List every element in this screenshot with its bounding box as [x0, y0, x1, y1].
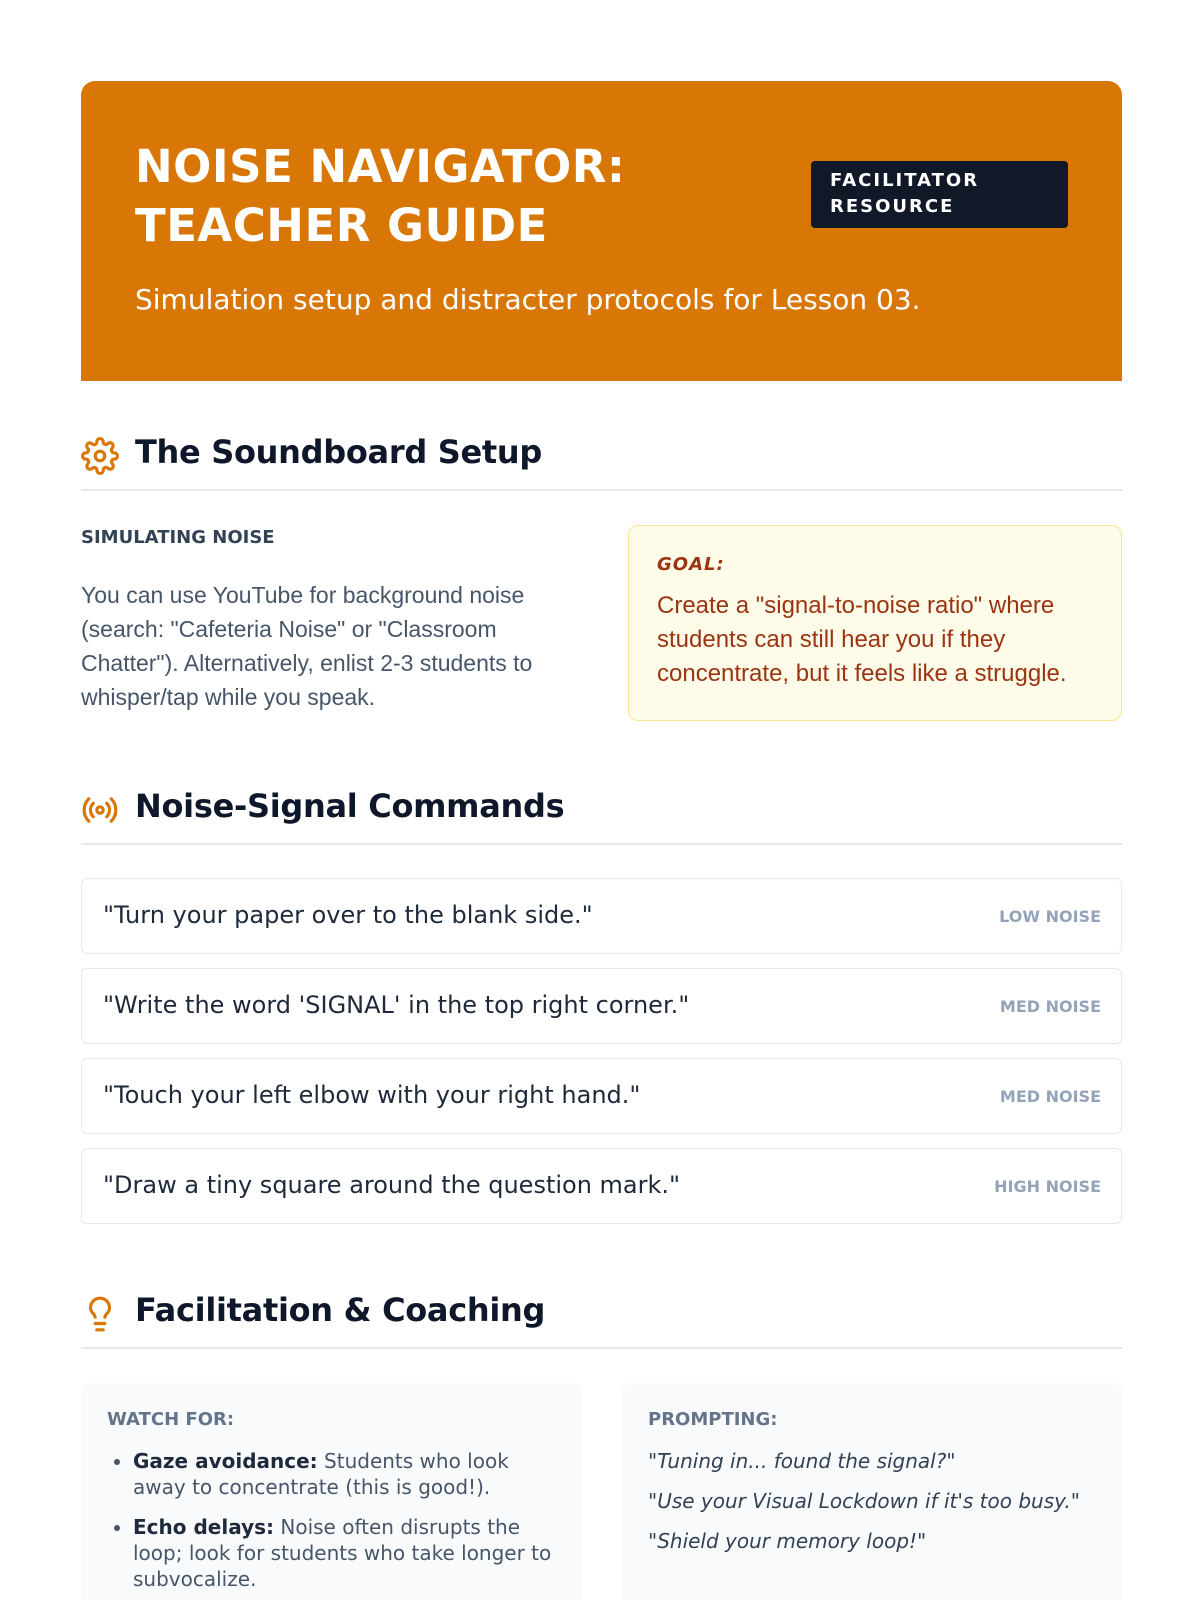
- list-item: [133, 1448, 555, 1500]
- watch-for-label: WATCH FOR:: [107, 1409, 235, 1430]
- simulating-noise-label: SIMULATING NOISE: [81, 527, 275, 548]
- prompting-card: [622, 1383, 1122, 1600]
- watch-for-list: [107, 1448, 555, 1592]
- gear-icon: [81, 437, 119, 475]
- prompting-list: [648, 1448, 1096, 1554]
- noise-level-label: MED NOISE: [999, 997, 1101, 1016]
- watch-term: Echo delays:: [133, 1515, 275, 1539]
- prompt-item: "Use your Visual Lockdown if it's too busy.": [648, 1489, 1080, 1513]
- watch-description: Students who look away to concentrate (this is good!).: [133, 1449, 509, 1499]
- noise-level-label: MED NOISE: [999, 1087, 1101, 1106]
- watch-for-card: [81, 1383, 581, 1600]
- list-item: [133, 1514, 555, 1592]
- command-row: [81, 1058, 1122, 1134]
- page-subtitle: Simulation setup and distracter protocols for Lesson 03.: [135, 283, 921, 316]
- watch-description: Noise often disrupts the loop; look for students who take longer to subvocalize.: [133, 1515, 552, 1591]
- command-row: [81, 1148, 1122, 1224]
- simulating-noise-text: You can use YouTube for background noise (search: "Cafeteria Noise" or "Classroom Chatter"). Alternatively, enlist 2-3 students to whisper/tap while you speak.: [81, 582, 533, 710]
- broadcast-icon: [81, 791, 119, 829]
- command-row: [81, 878, 1122, 954]
- soundboard-section-heading: [81, 431, 1122, 491]
- command-text: "Turn your paper over to the blank side.": [103, 901, 593, 929]
- commands-section-heading: [81, 785, 1122, 845]
- facilitation-heading: Facilitation & Coaching: [135, 1291, 546, 1329]
- goal-text: Create a "signal-to-noise ratio" where students can still hear you if they concentrate, but it feels like a struggle.: [657, 592, 1067, 687]
- prompt-item: "Shield your memory loop!": [648, 1529, 927, 1553]
- command-row: [81, 968, 1122, 1044]
- command-text: "Write the word 'SIGNAL' in the top right corner.": [103, 991, 690, 1019]
- noise-level-label: LOW NOISE: [999, 907, 1101, 926]
- watch-term: Gaze avoidance:: [133, 1449, 318, 1473]
- prompting-label: PROMPTING:: [648, 1409, 778, 1430]
- page-title: [135, 137, 775, 255]
- facilitator-badge: FACILITATOR RESOURCE: [811, 161, 1068, 228]
- guide-header: [81, 81, 1122, 381]
- page-title-line-2: TEACHER GUIDE: [135, 199, 548, 252]
- goal-label: GOAL:: [657, 554, 725, 575]
- prompt-item: "Tuning in... found the signal?": [648, 1449, 956, 1473]
- facilitation-section-heading: [81, 1289, 1122, 1349]
- soundboard-heading: The Soundboard Setup: [135, 433, 543, 471]
- commands-heading: Noise-Signal Commands: [135, 787, 565, 825]
- goal-callout: [628, 525, 1122, 721]
- lightbulb-icon: [81, 1295, 119, 1333]
- command-text: "Draw a tiny square around the question mark.": [103, 1171, 681, 1199]
- noise-level-label: HIGH NOISE: [994, 1177, 1101, 1196]
- command-text: "Touch your left elbow with your right hand.": [103, 1081, 641, 1109]
- page-title-line-1: NOISE NAVIGATOR:: [135, 140, 626, 193]
